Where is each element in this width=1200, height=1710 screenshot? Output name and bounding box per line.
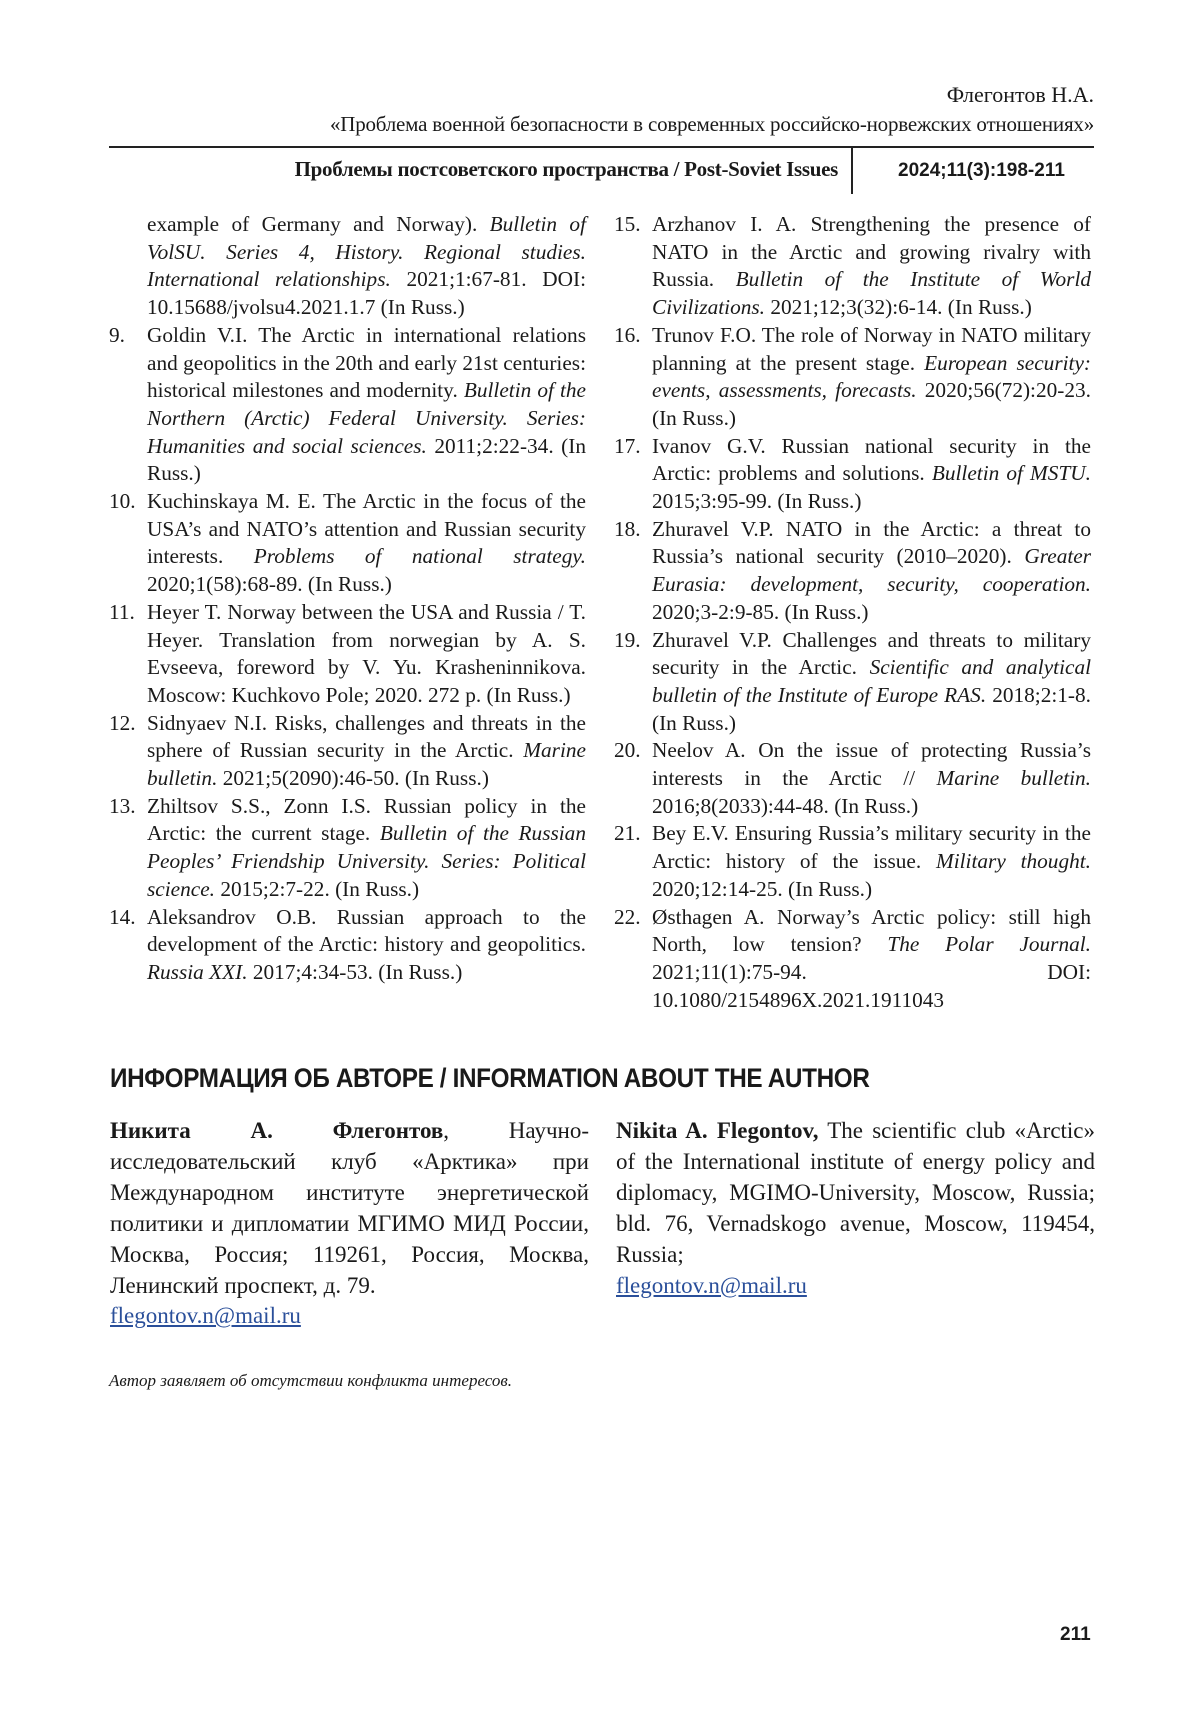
reference-journal: The Polar Journal. (887, 932, 1091, 956)
reference-number: 12. (109, 710, 136, 738)
reference-text: Goldin V.I. The Arctic in international relations and geopolitics in the 20th and early 21st centuries: historical milestones and modernity. (147, 323, 586, 402)
author-info-heading: ИНФОРМАЦИЯ ОБ АВТОРЕ / INFORMATION ABOUT THE AUTHOR (110, 1063, 870, 1094)
journal-name: Проблемы постсоветского пространства / Post-Soviet Issues (295, 157, 838, 182)
reference-number: 22. (614, 904, 641, 932)
reference-item (109, 793, 586, 904)
reference-item (614, 820, 1091, 903)
reference-text: Zhuravel V.P. Challenges and threats to military security in the Arctic. (652, 628, 1091, 680)
reference-item (109, 488, 586, 599)
reference-journal: European security: events, assessments, forecasts. (652, 351, 1091, 403)
author-affiliation-ru: , Научно-исследовательский клуб «Арктика» при Международном институте энергетической политики и дипломатии МГИМО МИД России, Москва, Россия; 119261, Россия, Москва, Ленинский проспект, д. 79. (110, 1118, 589, 1298)
issue-info: 2024;11(3):198-211 (898, 160, 1065, 182)
reference-details: 2016;8(2033):44-48. (In Russ.) (652, 794, 918, 818)
header-rule (109, 146, 1094, 148)
reference-text: Zhuravel V.P. NATO in the Arctic: a threat to Russia’s national security (2010–2020). (652, 517, 1091, 569)
reference-number: 17. (614, 433, 641, 461)
reference-details: 2020;12:14-25. (In Russ.) (652, 877, 872, 901)
reference-text: example of Germany and Norway). (147, 212, 490, 236)
reference-item (614, 433, 1091, 516)
reference-item (614, 516, 1091, 627)
reference-text: Zhiltsov S.S., Zonn I.S. Russian policy in the Arctic: the current stage. (147, 794, 586, 846)
reference-text: Arzhanov I. A. Strengthening the presence of NATO in the Arctic and growing rivalry with Russia. (652, 212, 1091, 291)
reference-details: 2018;2:1-8. (In Russ.) (652, 683, 1091, 735)
reference-text: Østhagen A. Norway’s Arctic policy: still high North, low tension? (652, 905, 1091, 957)
reference-item (614, 627, 1091, 738)
running-header-author: Флегонтов Н.А. (947, 82, 1094, 108)
reference-details: 2015;3:95-99. (In Russ.) (652, 489, 861, 513)
reference-number: 19. (614, 627, 641, 655)
author-email-link-en[interactable]: flegontov.n@mail.ru (616, 1271, 807, 1302)
reference-item (614, 904, 1091, 1015)
reference-journal: Bulletin of MSTU. (932, 461, 1091, 485)
reference-details: 2021;1:67-81. DOI: 10.15688/jvolsu4.2021.1.7 (In Russ.) (147, 267, 586, 319)
running-header-article-title: «Проблема военной безопасности в современных российско-норвежских отношениях» (330, 112, 1094, 137)
reference-number: 15. (614, 211, 641, 239)
reference-text: Bey E.V. Ensuring Russia’s military security in the Arctic: history of the issue. (652, 821, 1091, 873)
author-affiliation-en: The scientific club «Arctic» of the International institute of energy policy and diplomacy, MGIMO-University, Moscow, Russia; bld. 76, Vernadskogo avenue, Moscow, 119454, Russia; (616, 1118, 1095, 1267)
reference-details: 2015;2:7-22. (In Russ.) (215, 877, 419, 901)
reference-text: Heyer T. Norway between the USA and Russia / T. Heyer. Translation from norwegian by A. S. Evseeva, foreword by V. Yu. Krasheninnikova. Moscow: Kuchkovo Pole; 2020. 272 p. (In Russ.) (147, 600, 586, 707)
references-right-column (614, 211, 1091, 1014)
reference-text: Aleksandrov O.B. Russian approach to the development of the Arctic: history and geopolitics. (147, 905, 586, 957)
reference-journal: Marine bulletin. (937, 766, 1092, 790)
reference-details: 2021;5(2090):46-50. (In Russ.) (217, 766, 489, 790)
author-name-en: Nikita A. Flegontov, (616, 1118, 818, 1143)
reference-journal: Marine bulletin. (147, 738, 586, 790)
reference-details: 2020;3-2:9-85. (In Russ.) (652, 600, 869, 624)
reference-number: 21. (614, 820, 641, 848)
conflict-of-interest-note: Автор заявляет об отсутствии конфликта интересов. (109, 1371, 512, 1391)
author-email-link-ru[interactable]: flegontov.n@mail.ru (110, 1301, 301, 1332)
reference-journal: Greater Eurasia: development, security, cooperation. (652, 544, 1091, 596)
reference-details: 2011;2:22-34. (In Russ.) (147, 434, 586, 486)
references-left-column (109, 211, 586, 987)
reference-journal: Military thought. (936, 849, 1091, 873)
reference-text: Kuchinskaya M. E. The Arctic in the focus of the USA’s and NATO’s attention and Russian security interests. (147, 489, 586, 568)
reference-text: Neelov A. On the issue of protecting Russia’s interests in the Arctic // (652, 738, 1091, 790)
reference-item (109, 599, 586, 710)
reference-details: 2021;12;3(32):6-14. (In Russ.) (765, 295, 1032, 319)
reference-text: Ivanov G.V. Russian national security in the Arctic: problems and solutions. (652, 434, 1091, 486)
reference-item (614, 211, 1091, 322)
reference-journal: Bulletin of the Russian Peoples’ Friendship University. Series: Political science. (147, 821, 586, 900)
reference-details: 2017;4:34-53. (In Russ.) (248, 960, 463, 984)
reference-item (614, 322, 1091, 433)
reference-number: 16. (614, 322, 641, 350)
reference-number: 11. (109, 599, 135, 627)
reference-number: 10. (109, 488, 136, 516)
reference-number: 9. (109, 322, 125, 350)
reference-text: Sidnyaev N.I. Risks, challenges and threats in the sphere of Russian security in the Arctic. (147, 711, 586, 763)
reference-item (109, 211, 586, 322)
reference-text: Trunov F.O. The role of Norway in NATO military planning at the present stage. (652, 323, 1091, 375)
reference-journal: Bulletin of VolSU. Series 4, History. Regional studies. International relationships. (147, 212, 586, 291)
author-info-en (616, 1116, 1095, 1301)
reference-item (109, 904, 586, 987)
reference-number: 13. (109, 793, 136, 821)
reference-journal: Scientific and analytical bulletin of the Institute of Europe RAS. (652, 655, 1091, 707)
reference-item (109, 710, 586, 793)
author-info-ru (110, 1116, 589, 1332)
reference-journal: Russia XXI. (147, 960, 248, 984)
reference-details: 2020;56(72):20-23. (In Russ.) (652, 378, 1091, 430)
reference-details: 2020;1(58):68-89. (In Russ.) (147, 572, 392, 596)
reference-number: 20. (614, 737, 641, 765)
reference-number: 14. (109, 904, 136, 932)
page-number: 211 (1060, 1624, 1091, 1646)
reference-item (614, 737, 1091, 820)
reference-item (109, 322, 586, 488)
reference-journal: Bulletin of the Institute of World Civilizations. (652, 267, 1091, 319)
reference-number: 18. (614, 516, 641, 544)
reference-journal: Bulletin of the Northern (Arctic) Federal University. Series: Humanities and social sciences. (147, 378, 586, 457)
header-divider (851, 148, 853, 194)
reference-details: 2021;11(1):75-94. DOI: 10.1080/2154896X.2021.1911043 (652, 960, 1091, 1012)
author-name-ru: Никита А. Флегонтов (110, 1118, 443, 1143)
reference-journal: Problems of national strategy. (254, 544, 586, 568)
